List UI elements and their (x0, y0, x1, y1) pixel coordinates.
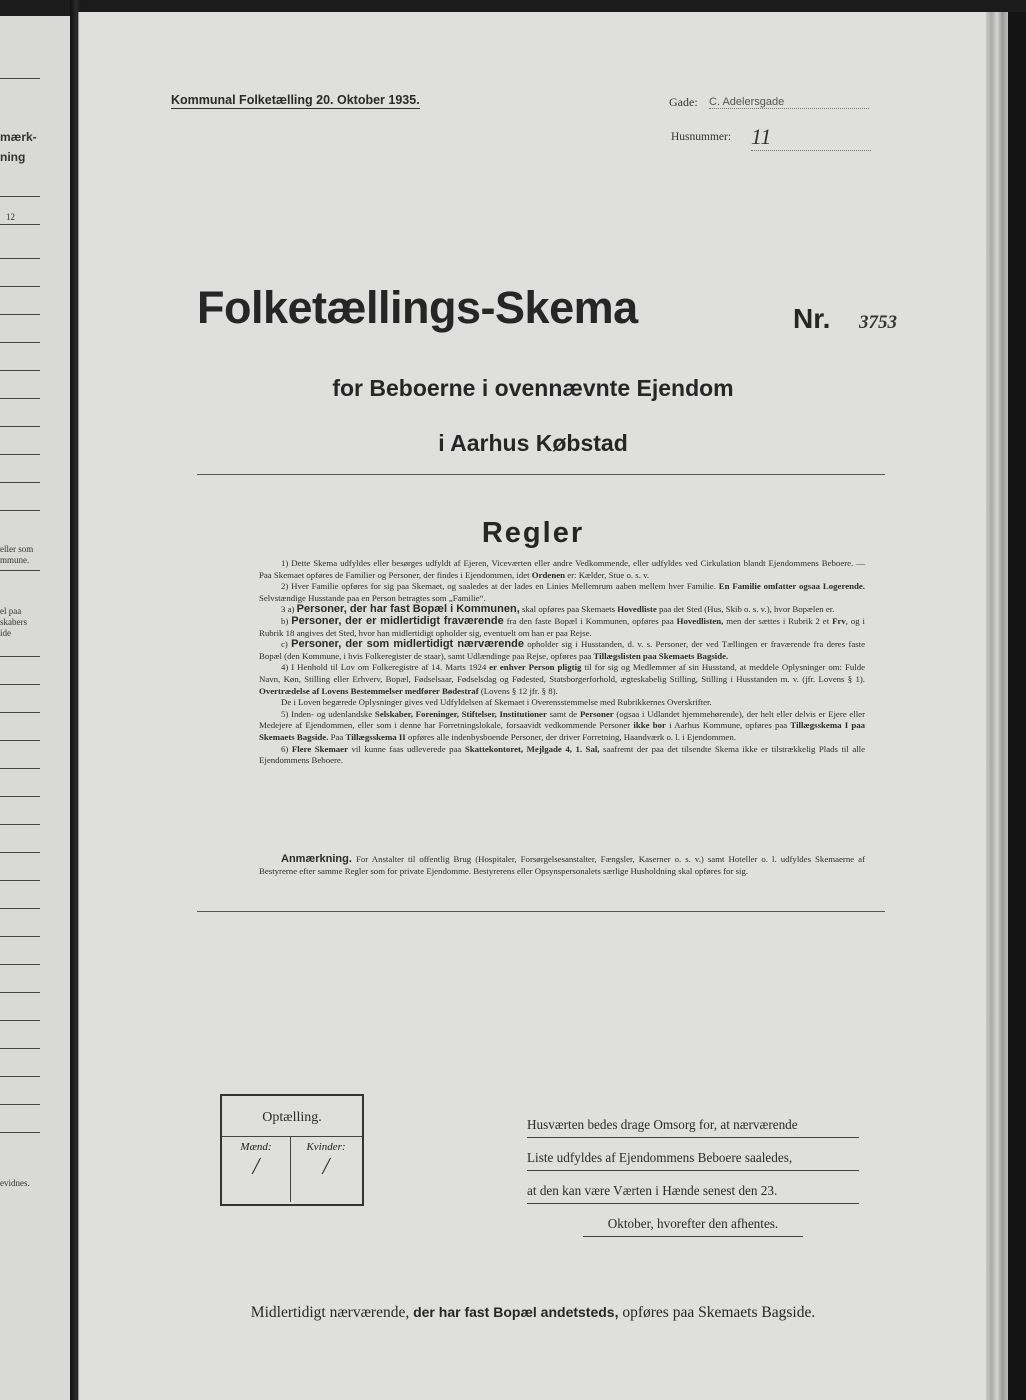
census-header-title: Kommunal Folketælling 20. Oktober 1935. (171, 93, 420, 107)
ruled-line (0, 1132, 40, 1133)
rule-4-continued: De i Loven begærede Oplysninger gives ved Udfyldelsen af Skemaet i Overensstemmelse med Rubrikkernes Overskrifter. (281, 697, 712, 708)
ruled-line (0, 370, 40, 371)
left-fragment: ning (0, 150, 26, 164)
form-number-value: 3753 (859, 312, 897, 333)
left-fragment: ide (0, 628, 11, 638)
divider (197, 911, 885, 912)
ruled-line (0, 196, 40, 197)
anmaerkning-text: For Anstalter til offentlig Brug (Hospitaler, Forsørgelsesanstalter, Fængsler, Kaserner o. s. v.) samt Hoteller o. l. udfyldes Skemaerne af Bestyrerne efter samme Regler som for private Ejendomme. Bestyrerens eller Opsynspersonalets særlige Husholdning skal opføres for sig. (259, 854, 865, 876)
rules-text (259, 558, 865, 767)
footer-instruction: Midlertidigt nærværende, der har fast Bopæl andetsteds, opføres paa Skemaets Bagside. (250, 1304, 816, 1321)
anmaerkning-lead: Anmærkning. (281, 853, 352, 865)
box-divider (222, 1136, 362, 1137)
ruled-line (0, 78, 40, 79)
ruled-line (0, 992, 40, 993)
ruled-line (0, 314, 40, 315)
form-title: Folketællings-Skema (197, 282, 638, 333)
note-line: at den kan være Værten i Hænde senest den 23. (527, 1179, 859, 1204)
left-fragment: eller som (0, 544, 34, 554)
ruled-line (0, 964, 40, 965)
gade-value: C. Adelersgade (709, 96, 869, 109)
note-line: Oktober, hvorefter den afhentes. (583, 1212, 803, 1237)
ruled-line (0, 1104, 40, 1105)
optaelling-box (220, 1094, 364, 1206)
left-fragment: mmune. (0, 555, 30, 565)
form-subtitle-1: for Beboerne i ovennævnte Ejendom (332, 375, 734, 401)
ruled-line (0, 796, 40, 797)
left-fragment: el paa (0, 606, 22, 616)
ruled-line (0, 482, 40, 483)
rules-heading: Regler (481, 517, 585, 549)
ruled-line (0, 510, 40, 511)
ruled-line (0, 1076, 40, 1077)
ruled-line (0, 398, 40, 399)
ruled-line (0, 286, 40, 287)
left-fragment: mærk- (0, 130, 37, 144)
maend-value: / (252, 1154, 260, 1180)
maend-label: Mænd: (240, 1141, 272, 1153)
rule-2: 2) Hver Familie opføres for sig paa Skemaet, og saaledes at der lades en Linies Mellemrum aaben mellem hver Familie. En Familie omfatter ogsaa Logerende. Selvstændige Husstande paa en Person betragtes som „Familie“. (259, 581, 865, 603)
ruled-line (0, 656, 40, 657)
rule-1: 1) Dette Skema udfyldes eller besørges udfyldt af Ejeren, Viceværten eller andre Vedkommende, eller udfyldes ved Cirkulation blandt Ejendommens Beboere. — Paa Skemaet opføres de Familier og Personer, der findes i Ejendommen, idet Ordenen er: Kælder, Stue o. s. v. (259, 558, 865, 580)
ruled-line (0, 342, 40, 343)
ruled-line (0, 852, 40, 853)
background-edge (1008, 12, 1026, 1400)
ruled-line (0, 824, 40, 825)
divider (197, 474, 885, 475)
rule-6: 6) Flere Skemaer vil kunne faas udleverede paa Skattekontoret, Mejlgade 4, 1. Sal, saafremt der paa det tilsendte Skema ikke er tilstrækkelig Plads til alle Ejendommens Beboere. (259, 743, 866, 766)
husnummer-label: Husnummer: (671, 131, 732, 143)
form-number-label: Nr. (793, 303, 831, 334)
landlord-note (527, 1113, 859, 1245)
anmaerkning-note (259, 854, 865, 877)
optaelling-title: Optælling. (262, 1110, 322, 1125)
ruled-line (0, 740, 40, 741)
gade-label: Gade: (669, 95, 698, 109)
ruled-line (0, 454, 40, 455)
ruled-line (0, 768, 40, 769)
ruled-line (0, 712, 40, 713)
rule-3a: 3 a) Personer, der har fast Bopæl i Kommunen, skal opføres paa Skemaets Hovedliste paa det Sted (Hus, Skib o. s. v.), hvor Bopælen er. (281, 603, 835, 616)
left-fragment: skabers (0, 617, 27, 627)
rule-3b: b) Personer, der er midlertidigt fraværende fra den faste Bopæl i Kommunen, opføres paa Hovedlisten, men der sættes i Rubrik 2 et Frv, og i Rubrik 18 angives det Sted, hvor han midlertidigt opholder sig, eventuelt om han er paa Rejse. (259, 614, 866, 638)
ruled-line (0, 908, 40, 909)
ruled-line (0, 684, 40, 685)
ruled-line (0, 224, 40, 225)
ruled-line (0, 426, 40, 427)
page-edge (986, 12, 1008, 1400)
census-form-page (78, 12, 987, 1400)
left-fragment: 12 (6, 212, 15, 222)
rule-5: 5) Inden- og udenlandske Selskaber, Foreninger, Stiftelser, Institutioner samt de Personer (ogsaa i Udlandet hjemmehørende), der helt eller delvis er Ejere eller Medejere af Ejendommen, eller som i denne har Forretningslokale, forsaavidt vedkommende Personer ikke bor i Aarhus Kommune, opføres paa Tillægsskema I paa Skemaets Bagside. Paa Tillægsskema II opføres alle indenbysboende Personer, der driver Forretning, Haandværk o. l. i Ejendommen. (259, 708, 866, 742)
ruled-line (0, 1020, 40, 1021)
husnummer-value: 11 (751, 124, 871, 151)
ruled-line (0, 1048, 40, 1049)
kvinder-label: Kvinder: (306, 1141, 346, 1153)
ruled-line (0, 936, 40, 937)
ruled-line (0, 258, 40, 259)
form-subtitle-2: i Aarhus Købstad (438, 430, 628, 456)
left-fragment: evidnes. (0, 1178, 30, 1188)
previous-page-strip (0, 16, 70, 1400)
rule-3c: c) Personer, der som midlertidigt nærværende opholder sig i Husstanden, d. v. s. Personer, der ved Tællingen er fraværende fra deres faste Bopæl (den Kommune, i hvis Folkeregister de staar), samt Udlændinge paa Rejse, opføres paa Tillægslisten paa Skemaets Bagside. (259, 638, 865, 661)
rule-4: 4) I Henhold til Lov om Folkeregistre af 14. Marts 1924 er enhver Person pligtig til for sig og Medlemmer af sin Husstand, at meddele Oplysninger om: Fulde Navn, Køn, Stilling eller Erhverv, Bopæl, Fødselsaar, Fødselsdag og Fødested, Statsborgerforhold, ægteskabelig Stilling, Stilling i Husstanden m. v. (jfr. Lovens § 1). Overtrædelse af Lovens Bestemmelser medfører Bødestraf (Lovens § 12 jfr. § 8). (259, 662, 866, 696)
kvinder-value: / (322, 1154, 330, 1180)
note-line: Husværten bedes drage Omsorg for, at nærværende (527, 1113, 859, 1138)
ruled-line (0, 570, 40, 571)
ruled-line (0, 880, 40, 881)
note-line: Liste udfyldes af Ejendommens Beboere saaledes, (527, 1146, 859, 1171)
